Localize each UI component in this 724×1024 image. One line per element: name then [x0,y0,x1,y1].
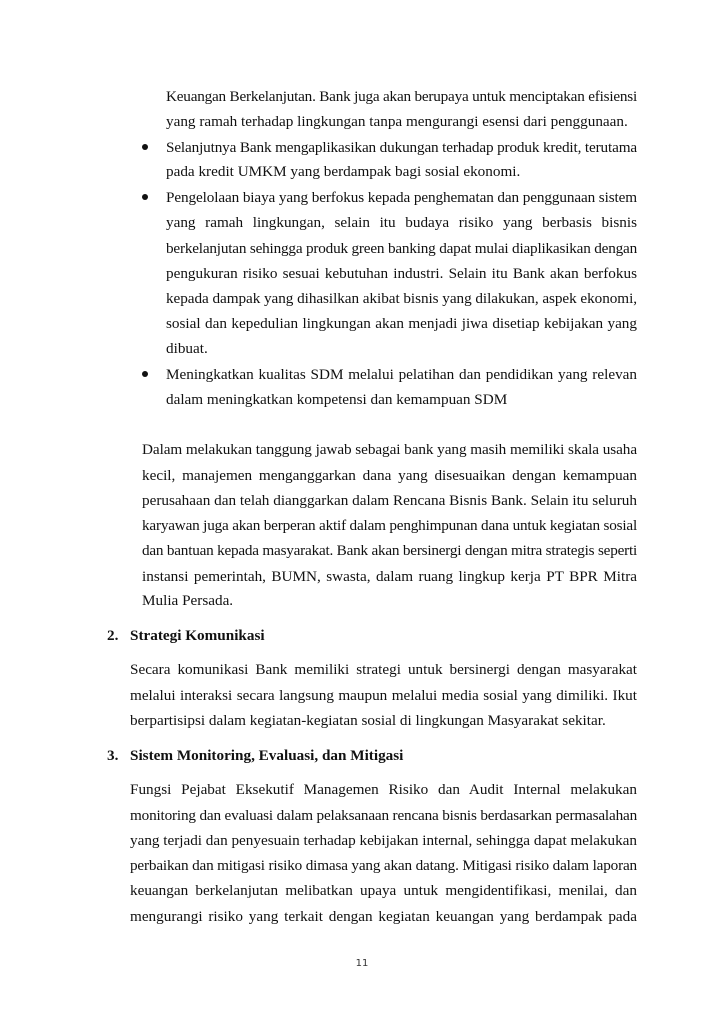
text-line: pengukuran risiko sesuai kebutuhan industri. Selain itu Bank akan berfokus [166,265,637,282]
text-line: Pengelolaan biaya yang berfokus kepada penghematan dan penggunaan sistem [166,189,637,206]
text-line: Dalam melakukan tanggung jawab sebagai bank yang masih memiliki skala usaha [142,441,637,458]
text-line: karyawan juga akan berperan aktif dalam penghimpunan dana untuk kegiatan sosial [142,517,637,534]
page-number: 11 [355,958,369,969]
text-line: yang ramah lingkungan, selain itu budaya risiko yang berbasis bisnis [166,214,637,231]
text-line: Meningkatkan kualitas SDM melalui pelatihan dan pendidikan yang relevan [166,366,637,383]
text-line: Selanjutnya Bank mengaplikasikan dukungan terhadap produk kredit, terutama [166,139,637,156]
text-line: melalui interaksi secara langsung maupun melalui media sosial yang dimiliki. Ikut [130,687,637,704]
bullet-icon [142,194,148,200]
text-line: dibuat. [166,340,208,357]
text-line: berkelanjutan sehingga produk green banking dapat mulai diaplikasikan dengan [166,240,637,257]
section-heading: Strategi Komunikasi [130,627,265,644]
section-number: 3. [107,747,119,764]
bullet-icon [142,371,148,377]
text-line: monitoring dan evaluasi dalam pelaksanaan rencana bisnis berdasarkan permasalahan [130,807,637,824]
text-line: pada kredit UMKM yang berdampak bagi sosial ekonomi. [166,163,521,180]
text-line: Keuangan Berkelanjutan. Bank juga akan berupaya untuk menciptakan efisiensi [166,88,637,105]
text-line: yang ramah terhadap lingkungan tanpa mengurangi esensi dari penggunaan. [166,113,628,130]
text-line: Secara komunikasi Bank memiliki strategi untuk bersinergi dengan masyarakat [130,661,637,678]
text-line: Mulia Persada. [142,592,234,609]
text-line: dalam meningkatkan kompetensi dan kemampuan SDM [166,391,508,408]
text-line: yang terjadi dan penyesuain terhadap kebijakan internal, sehingga dapat melakukan [130,832,637,849]
text-line: berpartisipsi dalam kegiatan-kegiatan sosial di lingkungan Masyarakat sekitar. [130,712,606,729]
text-line: Fungsi Pejabat Eksekutif Managemen Risiko dan Audit Internal melakukan [130,781,637,798]
text-line: instansi pemerintah, BUMN, swasta, dalam ruang lingkup kerja PT BPR Mitra [142,568,637,585]
text-line: perusahaan dan telah dianggarkan dalam Rencana Bisnis Bank. Selain itu seluruh [142,492,637,509]
text-line: kepada dampak yang dihasilkan akibat bisnis yang dilakukan, aspek ekonomi, [166,290,637,307]
text-line: mengurangi risiko yang terkait dengan kegiatan keuangan yang berdampak pada [130,908,637,925]
text-line: perbaikan dan mitigasi risiko dimasa yang akan datang. Mitigasi risiko dalam laporan [130,857,637,874]
text-line: kecil, manajemen menganggarkan dana yang disesuaikan dengan kemampuan [142,467,637,484]
bullet-icon [142,144,148,150]
text-line: sosial dan kepedulian lingkungan akan menjadi jiwa disetiap kebijakan yang [166,315,637,332]
text-line: keuangan berkelanjutan melibatkan upaya untuk mengidentifikasi, menilai, dan [130,882,637,899]
section-heading: Sistem Monitoring, Evaluasi, dan Mitigasi [130,747,404,764]
section-number: 2. [107,627,119,644]
text-line: dan bantuan kepada masyarakat. Bank akan bersinergi dengan mitra strategis seperti [142,542,637,559]
